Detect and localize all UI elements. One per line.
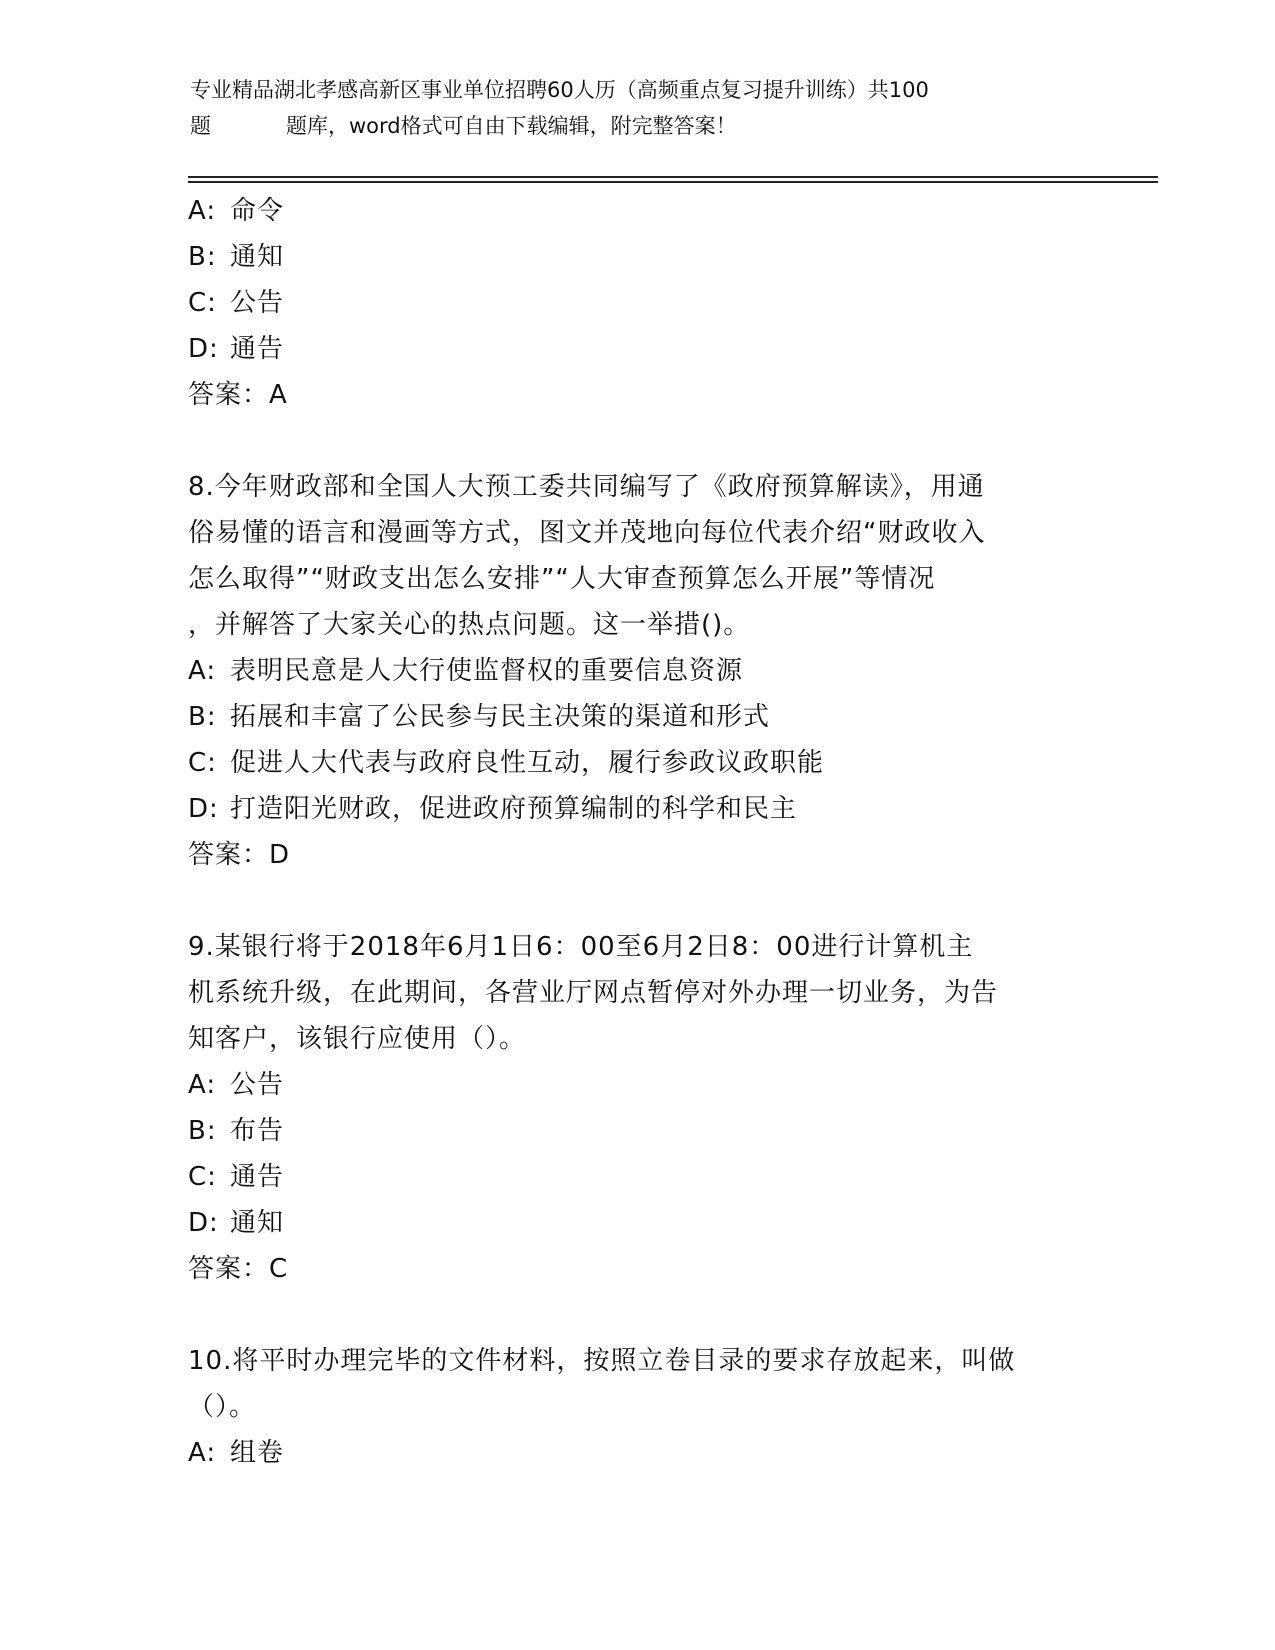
question-stem-line: （）。 xyxy=(188,1392,257,1422)
header-rule-bottom xyxy=(188,181,1158,183)
header-title-line1: 专业精品湖北孝感高新区事业单位招聘60人历（高频重点复习提升训练）共100 xyxy=(190,78,929,102)
option-a xyxy=(188,188,1088,234)
question-10 xyxy=(188,1338,1088,1476)
header-title-line2-prefix: 题 xyxy=(190,114,211,138)
question-stem-line: 知客户，该银行应使用（）。 xyxy=(188,1024,527,1054)
option-text: 促进人大代表与政府良性互动，履行参政议政职能 xyxy=(230,748,825,778)
question-9 xyxy=(188,924,1088,1292)
option-key: D: xyxy=(188,794,219,824)
option-text: 通告 xyxy=(230,1162,285,1192)
question-stem-line: 10.将平时办理完毕的文件材料，按照立卷目录的要求存放起来，叫做 xyxy=(188,1346,1016,1376)
header-rule-top xyxy=(188,176,1158,178)
question-7-tail xyxy=(188,188,1088,418)
option-key: B: xyxy=(188,242,217,272)
option-text: 通告 xyxy=(230,334,285,364)
option-c xyxy=(188,740,1088,786)
option-d xyxy=(188,1200,1088,1246)
answer-line: 答案：A xyxy=(188,380,288,410)
option-key: A: xyxy=(188,1438,217,1468)
option-key: A: xyxy=(188,196,217,226)
option-key: B: xyxy=(188,702,217,732)
answer-line: 答案：C xyxy=(188,1254,289,1284)
option-text: 组卷 xyxy=(230,1438,285,1468)
question-stem-line: 8.今年财政部和全国人大预工委共同编写了《政府预算解读》，用通 xyxy=(188,472,985,502)
option-text: 布告 xyxy=(230,1116,285,1146)
option-b xyxy=(188,1108,1088,1154)
option-text: 公告 xyxy=(230,1070,285,1100)
option-key: A: xyxy=(188,656,217,686)
question-stem-line: 机系统升级，在此期间，各营业厅网点暂停对外办理一切业务，为告 xyxy=(188,978,999,1008)
option-text: 命令 xyxy=(230,196,285,226)
option-b xyxy=(188,234,1088,280)
page-header xyxy=(190,72,1080,144)
option-b xyxy=(188,694,1088,740)
question-content xyxy=(188,188,1088,1476)
question-spacer xyxy=(188,418,1088,464)
option-key: A: xyxy=(188,1070,217,1100)
question-stem-line: ，并解答了大家关心的热点问题。这一举措()。 xyxy=(188,610,751,640)
question-stem-line: 俗易懂的语言和漫画等方式，图文并茂地向每位代表介绍“财政收入 xyxy=(188,518,986,548)
answer-line: 答案：D xyxy=(188,840,291,870)
option-key: C: xyxy=(188,1162,217,1192)
header-title-line2-text: 题库，word格式可自由下载编辑，附完整答案！ xyxy=(286,114,737,138)
option-a xyxy=(188,1430,1088,1476)
option-text: 通知 xyxy=(230,242,285,272)
option-d xyxy=(188,326,1088,372)
question-spacer xyxy=(188,878,1088,924)
option-text: 打造阳光财政，促进政府预算编制的科学和民主 xyxy=(230,794,798,824)
option-key: C: xyxy=(188,288,217,318)
question-8 xyxy=(188,464,1088,878)
option-key: D: xyxy=(188,1208,219,1238)
option-d xyxy=(188,786,1088,832)
option-a xyxy=(188,648,1088,694)
header-title-line2 xyxy=(190,108,1080,144)
option-text: 通知 xyxy=(230,1208,285,1238)
option-text: 拓展和丰富了公民参与民主决策的渠道和形式 xyxy=(230,702,771,732)
option-text: 公告 xyxy=(230,288,285,318)
option-key: C: xyxy=(188,748,217,778)
option-a xyxy=(188,1062,1088,1108)
question-spacer xyxy=(188,1292,1088,1338)
question-stem-line: 怎么取得”“财政支出怎么安排”“人大审查预算怎么开展”等情况 xyxy=(188,564,936,594)
option-c xyxy=(188,1154,1088,1200)
option-c xyxy=(188,280,1088,326)
option-key: B: xyxy=(188,1116,217,1146)
question-stem-line: 9.某银行将于2018年6月1日6：00至6月2日8：00进行计算机主 xyxy=(188,932,974,962)
option-key: D: xyxy=(188,334,219,364)
option-text: 表明民意是人大行使监督权的重要信息资源 xyxy=(230,656,744,686)
